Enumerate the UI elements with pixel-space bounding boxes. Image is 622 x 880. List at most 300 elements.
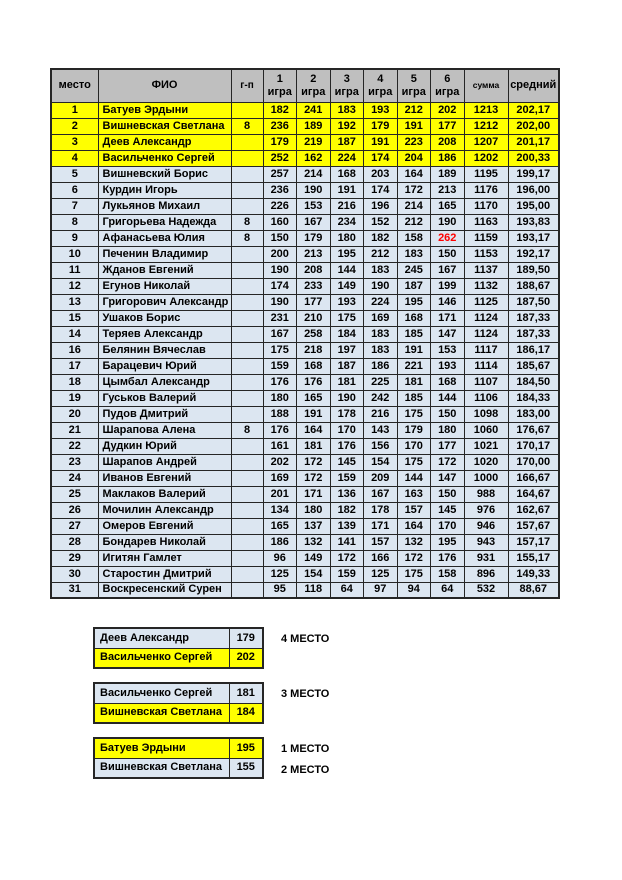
handicap-cell xyxy=(231,518,263,534)
game-cell: 178 xyxy=(364,502,398,518)
name-cell: Белянин Вячеслав xyxy=(98,342,231,358)
game-cell: 175 xyxy=(263,342,297,358)
game-cell: 159 xyxy=(330,566,364,582)
game-cell: 132 xyxy=(297,534,331,550)
game-cell: 166 xyxy=(364,550,398,566)
game-cell: 161 xyxy=(263,438,297,454)
game-cell: 157 xyxy=(364,534,398,550)
game-cell: 181 xyxy=(297,438,331,454)
place-cell: 5 xyxy=(51,166,98,182)
name-cell: Омеров Евгений xyxy=(98,518,231,534)
average-cell: 176,67 xyxy=(508,422,559,438)
playoff-name-cell: Вишневская Светлана xyxy=(94,758,229,778)
place-cell: 2 xyxy=(51,118,98,134)
place-cell: 12 xyxy=(51,278,98,294)
game-cell: 160 xyxy=(263,214,297,230)
game-cell: 177 xyxy=(297,294,331,310)
game-label: игра xyxy=(435,85,460,98)
game-cell: 168 xyxy=(297,358,331,374)
game-cell: 169 xyxy=(364,310,398,326)
name-cell: Шарапова Алена xyxy=(98,422,231,438)
playoff-place-label: 4 МЕСТО xyxy=(281,633,330,645)
table-row xyxy=(51,118,559,134)
game-cell: 196 xyxy=(364,198,398,214)
game-cell: 191 xyxy=(330,182,364,198)
col-header-place: место xyxy=(51,69,98,102)
playoff-body xyxy=(94,628,263,668)
game-cell: 202 xyxy=(263,454,297,470)
sum-cell: 1207 xyxy=(464,134,508,150)
sum-cell: 532 xyxy=(464,582,508,598)
game-cell: 209 xyxy=(364,470,398,486)
game-label: игра xyxy=(368,85,393,98)
sum-cell: 1124 xyxy=(464,326,508,342)
handicap-cell xyxy=(231,310,263,326)
average-cell: 202,17 xyxy=(508,102,559,118)
playoff-score-cell: 202 xyxy=(229,648,263,668)
place-cell: 28 xyxy=(51,534,98,550)
place-cell: 9 xyxy=(51,230,98,246)
name-cell: Дудкин Юрий xyxy=(98,438,231,454)
handicap-cell xyxy=(231,342,263,358)
handicap-cell xyxy=(231,566,263,582)
game-cell: 149 xyxy=(297,550,331,566)
game-cell: 182 xyxy=(330,502,364,518)
game-cell: 180 xyxy=(297,502,331,518)
game-cell: 180 xyxy=(263,390,297,406)
handicap-cell xyxy=(231,102,263,118)
average-cell: 155,17 xyxy=(508,550,559,566)
average-cell: 164,67 xyxy=(508,486,559,502)
game-cell: 223 xyxy=(397,134,431,150)
average-cell: 195,00 xyxy=(508,198,559,214)
game-number: 6 xyxy=(444,73,451,86)
game-cell: 165 xyxy=(297,390,331,406)
game-cell: 212 xyxy=(397,102,431,118)
game-cell: 190 xyxy=(297,182,331,198)
handicap-cell xyxy=(231,182,263,198)
game-cell: 146 xyxy=(431,294,465,310)
game-cell: 154 xyxy=(297,566,331,582)
table-row xyxy=(51,534,559,550)
game-cell: 200 xyxy=(263,246,297,262)
game-cell: 191 xyxy=(364,134,398,150)
name-cell: Барацевич Юрий xyxy=(98,358,231,374)
col-header-game-4 xyxy=(364,69,398,102)
game-cell: 175 xyxy=(397,406,431,422)
game-cell: 231 xyxy=(263,310,297,326)
table-row xyxy=(51,102,559,118)
average-cell: 202,00 xyxy=(508,118,559,134)
game-cell: 175 xyxy=(397,566,431,582)
name-cell: Егунов Николай xyxy=(98,278,231,294)
handicap-cell xyxy=(231,134,263,150)
game-cell: 164 xyxy=(397,166,431,182)
game-cell: 174 xyxy=(364,182,398,198)
sum-cell: 1212 xyxy=(464,118,508,134)
sum-cell: 1021 xyxy=(464,438,508,454)
game-cell: 224 xyxy=(364,294,398,310)
handicap-cell xyxy=(231,262,263,278)
game-cell: 180 xyxy=(431,422,465,438)
game-cell: 187 xyxy=(330,134,364,150)
col-header-game-2 xyxy=(297,69,331,102)
table-row xyxy=(51,166,559,182)
game-cell: 165 xyxy=(431,198,465,214)
table-row xyxy=(51,566,559,582)
game-cell: 245 xyxy=(397,262,431,278)
game-cell: 147 xyxy=(431,326,465,342)
handicap-cell xyxy=(231,166,263,182)
table-row xyxy=(51,182,559,198)
game-cell: 179 xyxy=(397,422,431,438)
table-row xyxy=(51,486,559,502)
game-cell: 208 xyxy=(297,262,331,278)
game-cell: 176 xyxy=(263,422,297,438)
name-cell: Игитян Гамлет xyxy=(98,550,231,566)
game-cell: 136 xyxy=(330,486,364,502)
place-cell: 11 xyxy=(51,262,98,278)
name-cell: Григорович Александр xyxy=(98,294,231,310)
place-cell: 27 xyxy=(51,518,98,534)
playoff-score-cell: 195 xyxy=(229,738,263,758)
name-cell: Печенин Владимир xyxy=(98,246,231,262)
sum-cell: 896 xyxy=(464,566,508,582)
place-cell: 16 xyxy=(51,342,98,358)
name-cell: Деев Александр xyxy=(98,134,231,150)
average-cell: 184,33 xyxy=(508,390,559,406)
game-cell: 216 xyxy=(364,406,398,422)
game-cell: 145 xyxy=(330,454,364,470)
playoff-score-cell: 184 xyxy=(229,703,263,723)
game-cell: 262 xyxy=(431,230,465,246)
sum-cell: 1098 xyxy=(464,406,508,422)
game-cell: 187 xyxy=(330,358,364,374)
game-cell: 183 xyxy=(364,262,398,278)
handicap-cell xyxy=(231,198,263,214)
place-cell: 20 xyxy=(51,406,98,422)
game-cell: 213 xyxy=(431,182,465,198)
name-cell: Григорьева Надежда xyxy=(98,214,231,230)
table-row xyxy=(51,358,559,374)
game-cell: 144 xyxy=(431,390,465,406)
table-row xyxy=(51,438,559,454)
sum-cell: 976 xyxy=(464,502,508,518)
sum-cell: 1132 xyxy=(464,278,508,294)
average-cell: 188,67 xyxy=(508,278,559,294)
game-cell: 186 xyxy=(364,358,398,374)
name-cell: Воскресенский Сурен xyxy=(98,582,231,598)
place-cell: 21 xyxy=(51,422,98,438)
game-cell: 145 xyxy=(431,502,465,518)
game-cell: 210 xyxy=(297,310,331,326)
game-cell: 172 xyxy=(397,182,431,198)
game-cell: 170 xyxy=(431,518,465,534)
game-cell: 168 xyxy=(397,310,431,326)
game-cell: 176 xyxy=(263,374,297,390)
handicap-cell xyxy=(231,150,263,166)
results-table xyxy=(50,68,560,599)
col-header-game-3 xyxy=(330,69,364,102)
handicap-cell: 8 xyxy=(231,118,263,134)
game-number: 1 xyxy=(276,73,283,86)
table-row xyxy=(51,342,559,358)
game-cell: 214 xyxy=(397,198,431,214)
game-cell: 181 xyxy=(330,374,364,390)
game-cell: 212 xyxy=(364,246,398,262)
game-cell: 180 xyxy=(330,230,364,246)
average-cell: 186,17 xyxy=(508,342,559,358)
game-cell: 141 xyxy=(330,534,364,550)
average-cell: 149,33 xyxy=(508,566,559,582)
handicap-cell xyxy=(231,486,263,502)
game-cell: 167 xyxy=(364,486,398,502)
place-cell: 19 xyxy=(51,390,98,406)
game-number: 2 xyxy=(310,73,317,86)
game-cell: 183 xyxy=(330,102,364,118)
place-cell: 15 xyxy=(51,310,98,326)
name-cell: Мочилин Александр xyxy=(98,502,231,518)
place-cell: 8 xyxy=(51,214,98,230)
table-row xyxy=(51,550,559,566)
handicap-cell xyxy=(231,534,263,550)
game-cell: 94 xyxy=(397,582,431,598)
game-cell: 169 xyxy=(263,470,297,486)
sum-cell: 1106 xyxy=(464,390,508,406)
handicap-cell xyxy=(231,470,263,486)
game-cell: 188 xyxy=(263,406,297,422)
game-cell: 218 xyxy=(297,342,331,358)
game-cell: 168 xyxy=(431,374,465,390)
game-cell: 226 xyxy=(263,198,297,214)
playoff-score-cell: 181 xyxy=(229,683,263,703)
game-cell: 190 xyxy=(364,278,398,294)
table-row xyxy=(51,262,559,278)
name-cell: Жданов Евгений xyxy=(98,262,231,278)
playoff-match xyxy=(93,627,330,669)
game-cell: 185 xyxy=(397,326,431,342)
game-cell: 204 xyxy=(397,150,431,166)
average-cell: 192,17 xyxy=(508,246,559,262)
sum-cell: 988 xyxy=(464,486,508,502)
sum-cell: 931 xyxy=(464,550,508,566)
handicap-cell xyxy=(231,550,263,566)
place-cell: 31 xyxy=(51,582,98,598)
average-cell: 162,67 xyxy=(508,502,559,518)
name-cell: Маклаков Валерий xyxy=(98,486,231,502)
place-cell: 10 xyxy=(51,246,98,262)
sum-cell: 1000 xyxy=(464,470,508,486)
game-cell: 168 xyxy=(330,166,364,182)
game-cell: 193 xyxy=(364,102,398,118)
average-cell: 189,50 xyxy=(508,262,559,278)
game-cell: 257 xyxy=(263,166,297,182)
game-cell: 195 xyxy=(397,294,431,310)
game-cell: 221 xyxy=(397,358,431,374)
game-cell: 224 xyxy=(330,150,364,166)
place-cell: 29 xyxy=(51,550,98,566)
game-cell: 165 xyxy=(263,518,297,534)
average-cell: 88,67 xyxy=(508,582,559,598)
game-number: 5 xyxy=(410,73,417,86)
table-row xyxy=(51,454,559,470)
game-cell: 197 xyxy=(330,342,364,358)
game-cell: 150 xyxy=(263,230,297,246)
sum-cell: 946 xyxy=(464,518,508,534)
col-header-sum: сумма xyxy=(464,69,508,102)
average-cell: 170,00 xyxy=(508,454,559,470)
game-cell: 179 xyxy=(297,230,331,246)
game-cell: 191 xyxy=(297,406,331,422)
game-cell: 158 xyxy=(431,566,465,582)
name-cell: Старостин Дмитрий xyxy=(98,566,231,582)
game-number: 4 xyxy=(377,73,384,86)
name-cell: Бондарев Николай xyxy=(98,534,231,550)
name-cell: Васильченко Сергей xyxy=(98,150,231,166)
game-cell: 152 xyxy=(364,214,398,230)
game-cell: 170 xyxy=(330,422,364,438)
playoff-row xyxy=(94,683,263,703)
place-cell: 4 xyxy=(51,150,98,166)
game-cell: 179 xyxy=(263,134,297,150)
average-cell: 187,33 xyxy=(508,326,559,342)
game-cell: 202 xyxy=(431,102,465,118)
handicap-cell xyxy=(231,582,263,598)
handicap-cell xyxy=(231,358,263,374)
game-cell: 172 xyxy=(297,470,331,486)
col-header-game-6 xyxy=(431,69,465,102)
game-cell: 192 xyxy=(330,118,364,134)
handicap-cell xyxy=(231,390,263,406)
playoff-row xyxy=(94,648,263,668)
game-cell: 176 xyxy=(330,438,364,454)
game-cell: 171 xyxy=(297,486,331,502)
table-row xyxy=(51,374,559,390)
place-cell: 25 xyxy=(51,486,98,502)
game-cell: 125 xyxy=(263,566,297,582)
sum-cell: 1125 xyxy=(464,294,508,310)
place-cell: 3 xyxy=(51,134,98,150)
game-cell: 167 xyxy=(431,262,465,278)
game-cell: 186 xyxy=(263,534,297,550)
average-cell: 184,50 xyxy=(508,374,559,390)
average-cell: 157,67 xyxy=(508,518,559,534)
game-cell: 203 xyxy=(364,166,398,182)
name-cell: Пудов Дмитрий xyxy=(98,406,231,422)
sum-cell: 1176 xyxy=(464,182,508,198)
game-cell: 185 xyxy=(397,390,431,406)
table-row xyxy=(51,470,559,486)
game-cell: 214 xyxy=(297,166,331,182)
playoff-name-cell: Васильченко Сергей xyxy=(94,648,229,668)
col-header-handicap: г-п xyxy=(231,69,263,102)
game-cell: 143 xyxy=(364,422,398,438)
table-row xyxy=(51,582,559,598)
game-cell: 154 xyxy=(364,454,398,470)
sum-cell: 1114 xyxy=(464,358,508,374)
game-cell: 156 xyxy=(364,438,398,454)
game-cell: 159 xyxy=(263,358,297,374)
handicap-cell xyxy=(231,294,263,310)
place-cell: 30 xyxy=(51,566,98,582)
table-row xyxy=(51,406,559,422)
table-row xyxy=(51,422,559,438)
game-cell: 172 xyxy=(397,550,431,566)
place-cell: 6 xyxy=(51,182,98,198)
sum-cell: 1159 xyxy=(464,230,508,246)
game-cell: 144 xyxy=(330,262,364,278)
table-row xyxy=(51,310,559,326)
name-cell: Иванов Евгений xyxy=(98,470,231,486)
game-cell: 190 xyxy=(330,390,364,406)
name-cell: Ушаков Борис xyxy=(98,310,231,326)
game-cell: 174 xyxy=(364,150,398,166)
average-cell: 185,67 xyxy=(508,358,559,374)
game-label: игра xyxy=(267,85,292,98)
sum-cell: 1195 xyxy=(464,166,508,182)
playoff-name-cell: Вишневская Светлана xyxy=(94,703,229,723)
sum-cell: 943 xyxy=(464,534,508,550)
game-label: игра xyxy=(301,85,326,98)
game-cell: 177 xyxy=(431,438,465,454)
table-body xyxy=(51,102,559,598)
game-cell: 149 xyxy=(330,278,364,294)
average-cell: 157,17 xyxy=(508,534,559,550)
playoff-row xyxy=(94,703,263,723)
handicap-cell: 8 xyxy=(231,214,263,230)
average-cell: 199,17 xyxy=(508,166,559,182)
sum-cell: 1124 xyxy=(464,310,508,326)
game-cell: 167 xyxy=(263,326,297,342)
sum-cell: 1137 xyxy=(464,262,508,278)
handicap-cell xyxy=(231,326,263,342)
game-cell: 195 xyxy=(431,534,465,550)
game-cell: 190 xyxy=(263,262,297,278)
table-row xyxy=(51,294,559,310)
playoff-table xyxy=(93,627,264,669)
game-cell: 191 xyxy=(397,342,431,358)
game-cell: 147 xyxy=(431,470,465,486)
handicap-cell: 8 xyxy=(231,422,263,438)
name-cell: Батуев Эрдыни xyxy=(98,102,231,118)
name-cell: Теряев Александр xyxy=(98,326,231,342)
name-cell: Вишневская Светлана xyxy=(98,118,231,134)
place-cell: 14 xyxy=(51,326,98,342)
game-cell: 241 xyxy=(297,102,331,118)
playoff-place-label: 2 МЕСТО xyxy=(281,764,330,776)
game-cell: 97 xyxy=(364,582,398,598)
handicap-cell xyxy=(231,246,263,262)
game-cell: 184 xyxy=(330,326,364,342)
game-cell: 170 xyxy=(397,438,431,454)
table-row xyxy=(51,230,559,246)
game-cell: 183 xyxy=(397,246,431,262)
game-cell: 193 xyxy=(431,358,465,374)
game-cell: 171 xyxy=(364,518,398,534)
place-cell: 18 xyxy=(51,374,98,390)
place-cell: 24 xyxy=(51,470,98,486)
game-cell: 183 xyxy=(364,326,398,342)
name-cell: Гуськов Валерий xyxy=(98,390,231,406)
game-cell: 176 xyxy=(431,550,465,566)
game-cell: 64 xyxy=(431,582,465,598)
header-row xyxy=(51,69,559,102)
playoff-score-cell: 155 xyxy=(229,758,263,778)
game-cell: 157 xyxy=(397,502,431,518)
game-cell: 189 xyxy=(297,118,331,134)
game-cell: 153 xyxy=(431,342,465,358)
playoff-body xyxy=(94,683,263,723)
